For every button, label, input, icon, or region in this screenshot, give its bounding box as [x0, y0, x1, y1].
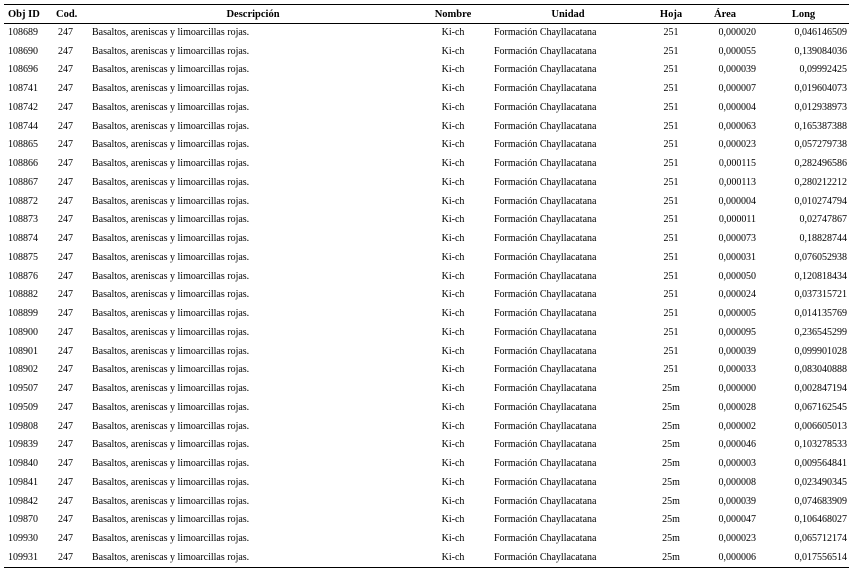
cell-nombre: Ki-ch: [441, 214, 465, 226]
cell-long: 0,120818434: [794, 270, 847, 282]
table-row: [4, 492, 849, 511]
cell-cod: 247: [58, 326, 73, 338]
cell-obj-id: 109509: [8, 401, 38, 413]
cell-area: 0,000011: [718, 214, 756, 226]
cell-long: 0,18828744: [799, 233, 847, 245]
cell-cod: 247: [58, 514, 73, 526]
cell-descripcion: Basaltos, areniscas y limoarcillas rojas.: [92, 64, 250, 76]
cell-long: 0,009564841: [794, 458, 847, 470]
cell-long: 0,280212212: [794, 176, 847, 188]
cell-unidad: Formación Chayllacatana: [494, 64, 597, 76]
cell-nombre: Ki-ch: [441, 27, 465, 39]
cell-descripcion: Basaltos, areniscas y limoarcillas rojas.: [92, 176, 250, 188]
header-long: Long: [758, 5, 849, 24]
cell-area: 0,000006: [692, 549, 758, 568]
cell-unidad: Formación Chayllacatana: [494, 101, 597, 113]
cell-cod: 247: [58, 345, 73, 357]
cell-unidad: Formación Chayllacatana: [494, 214, 597, 226]
cell-descripcion: Basaltos, areniscas y limoarcillas rojas.: [92, 139, 250, 151]
table-row: [4, 174, 849, 193]
cell-nombre: Ki-ch: [441, 158, 465, 170]
cell-cod: 247: [58, 270, 73, 282]
cell-nombre: Ki-ch: [441, 533, 465, 545]
table-row: [4, 474, 849, 493]
header-descripcion: Descripción: [86, 5, 420, 24]
cell-descripcion: Basaltos, areniscas y limoarcillas rojas.: [92, 439, 250, 451]
cell-cod: 247: [58, 458, 73, 470]
cell-unidad: Formación Chayllacatana: [494, 289, 597, 301]
cell-long: 0,012938973: [794, 101, 847, 113]
cell-nombre: Ki-ch: [441, 420, 465, 432]
cell-cod: 247: [58, 289, 73, 301]
header-nombre: Nombre: [420, 5, 486, 24]
cell-long: 0,006605013: [794, 420, 847, 432]
cell-cod: 247: [58, 401, 73, 413]
cell-hoja: 25m: [662, 439, 680, 451]
cell-hoja: 251: [663, 101, 679, 113]
cell-nombre: Ki-ch: [441, 364, 465, 376]
cell-cod: 247: [58, 420, 73, 432]
cell-cod: 247: [58, 383, 73, 395]
cell-nombre: Ki-ch: [441, 495, 465, 507]
cell-unidad: Formación Chayllacatana: [494, 233, 597, 245]
cell-long: 0,139084036: [794, 45, 847, 57]
cell-descripcion: Basaltos, areniscas y limoarcillas rojas.: [92, 45, 250, 57]
cell-unidad: Formación Chayllacatana: [494, 120, 597, 132]
cell-obj-id: 108690: [8, 45, 38, 57]
table-row: [4, 155, 849, 174]
cell-area: 0,000023: [718, 139, 756, 151]
cell-nombre: Ki-ch: [441, 308, 465, 320]
cell-long: 0,02747867: [799, 214, 847, 226]
cell-descripcion: Basaltos, areniscas y limoarcillas rojas.: [92, 364, 250, 376]
cell-unidad: Formación Chayllacatana: [494, 326, 597, 338]
cell-long: 0,002847194: [794, 383, 847, 395]
cell-cod: 247: [58, 214, 73, 226]
cell-area: 0,000004: [718, 195, 756, 207]
cell-hoja: 251: [663, 308, 679, 320]
table-row: [4, 99, 849, 118]
cell-nombre: Ki-ch: [441, 514, 465, 526]
cell-area: 0,000007: [718, 83, 756, 95]
cell-long: 0,106468027: [794, 514, 847, 526]
cell-hoja: 251: [663, 176, 679, 188]
table-row: [4, 342, 849, 361]
table-row: [4, 24, 849, 43]
cell-long: 0,067162545: [794, 401, 847, 413]
cell-hoja: 251: [663, 345, 679, 357]
cell-long: 0,065712174: [794, 533, 847, 545]
cell-hoja: 251: [663, 270, 679, 282]
cell-obj-id: 109931: [4, 549, 52, 568]
cell-obj-id: 108876: [8, 270, 38, 282]
cell-nombre: Ki-ch: [441, 383, 465, 395]
cell-hoja: 25m: [662, 420, 680, 432]
table-row: [4, 380, 849, 399]
cell-nombre: Ki-ch: [441, 176, 465, 188]
cell-descripcion: Basaltos, areniscas y limoarcillas rojas.: [92, 458, 250, 470]
cell-obj-id: 109507: [8, 383, 38, 395]
cell-hoja: 251: [663, 158, 679, 170]
cell-hoja: 251: [663, 27, 679, 39]
cell-descripcion: Basaltos, areniscas y limoarcillas rojas.: [92, 158, 250, 170]
cell-area: 0,000023: [718, 533, 756, 545]
cell-cod: 247: [58, 195, 73, 207]
table-body: [4, 24, 849, 568]
cell-cod: 247: [52, 549, 86, 568]
table-header: [4, 5, 849, 24]
table-row: [4, 136, 849, 155]
cell-long: 0,057279738: [794, 139, 847, 151]
table-row: [4, 117, 849, 136]
cell-unidad: Formación Chayllacatana: [494, 458, 597, 470]
table-row: [4, 267, 849, 286]
cell-long: 0,236545299: [794, 326, 847, 338]
cell-cod: 247: [58, 27, 73, 39]
cell-hoja: 251: [663, 251, 679, 263]
cell-obj-id: 109840: [8, 458, 38, 470]
cell-unidad: Formación Chayllacatana: [494, 514, 597, 526]
cell-obj-id: 108882: [8, 289, 38, 301]
cell-hoja: 25m: [662, 533, 680, 545]
table-row: [4, 305, 849, 324]
cell-hoja: 251: [663, 195, 679, 207]
cell-cod: 247: [58, 364, 73, 376]
cell-cod: 247: [58, 495, 73, 507]
cell-cod: 247: [58, 476, 73, 488]
cell-cod: 247: [58, 64, 73, 76]
cell-unidad: Formación Chayllacatana: [486, 549, 650, 568]
cell-hoja: 251: [663, 64, 679, 76]
table-row: [4, 361, 849, 380]
cell-unidad: Formación Chayllacatana: [494, 27, 597, 39]
cell-unidad: Formación Chayllacatana: [494, 45, 597, 57]
cell-unidad: Formación Chayllacatana: [494, 476, 597, 488]
cell-long: 0,076052938: [794, 251, 847, 263]
cell-obj-id: 109839: [8, 439, 38, 451]
cell-cod: 247: [58, 233, 73, 245]
cell-area: 0,000031: [718, 251, 756, 263]
cell-descripcion: Basaltos, areniscas y limoarcillas rojas.: [92, 495, 250, 507]
cell-obj-id: 108742: [8, 101, 38, 113]
cell-descripcion: Basaltos, areniscas y limoarcillas rojas.: [92, 233, 250, 245]
cell-descripcion: Basaltos, areniscas y limoarcillas rojas.: [92, 514, 250, 526]
cell-obj-id: 108875: [8, 251, 38, 263]
cell-descripcion: Basaltos, areniscas y limoarcillas rojas.: [92, 120, 250, 132]
cell-nombre: Ki-ch: [420, 549, 486, 568]
cell-cod: 247: [58, 83, 73, 95]
cell-hoja: 25m: [662, 476, 680, 488]
cell-obj-id: 109842: [8, 495, 38, 507]
cell-area: 0,000028: [718, 401, 756, 413]
cell-nombre: Ki-ch: [441, 289, 465, 301]
cell-nombre: Ki-ch: [441, 439, 465, 451]
cell-descripcion: Basaltos, areniscas y limoarcillas rojas.: [92, 383, 250, 395]
table-row: [4, 230, 849, 249]
cell-unidad: Formación Chayllacatana: [494, 533, 597, 545]
cell-area: 0,000033: [718, 364, 756, 376]
cell-unidad: Formación Chayllacatana: [494, 364, 597, 376]
cell-area: 0,000024: [718, 289, 756, 301]
cell-unidad: Formación Chayllacatana: [494, 420, 597, 432]
cell-area: 0,000003: [718, 458, 756, 470]
cell-obj-id: 108900: [8, 326, 38, 338]
cell-obj-id: 109841: [8, 476, 38, 488]
cell-long: 0,074683909: [794, 495, 847, 507]
table-row: [4, 417, 849, 436]
cell-hoja: 25m: [650, 549, 692, 568]
cell-cod: 247: [58, 158, 73, 170]
cell-descripcion: Basaltos, areniscas y limoarcillas rojas.: [92, 270, 250, 282]
table-row: [4, 324, 849, 343]
cell-long: 0,023490345: [794, 476, 847, 488]
cell-descripcion: Basaltos, areniscas y limoarcillas rojas.: [92, 420, 250, 432]
cell-obj-id: 108696: [8, 64, 38, 76]
cell-unidad: Formación Chayllacatana: [494, 270, 597, 282]
cell-area: 0,000047: [718, 514, 756, 526]
cell-obj-id: 108901: [8, 345, 38, 357]
cell-nombre: Ki-ch: [441, 233, 465, 245]
cell-cod: 247: [58, 120, 73, 132]
table-row: [4, 530, 849, 549]
cell-unidad: Formación Chayllacatana: [494, 401, 597, 413]
cell-area: 0,000039: [718, 64, 756, 76]
cell-descripcion: Basaltos, areniscas y limoarcillas rojas.: [92, 401, 250, 413]
cell-obj-id: 109870: [8, 514, 38, 526]
cell-nombre: Ki-ch: [441, 195, 465, 207]
table-row: [4, 80, 849, 99]
cell-hoja: 251: [663, 289, 679, 301]
cell-nombre: Ki-ch: [441, 345, 465, 357]
cell-cod: 247: [58, 139, 73, 151]
cell-nombre: Ki-ch: [441, 101, 465, 113]
cell-area: 0,000039: [718, 495, 756, 507]
cell-hoja: 251: [663, 326, 679, 338]
header-row: [4, 5, 849, 24]
table-row: [4, 61, 849, 80]
cell-area: 0,000039: [718, 345, 756, 357]
cell-unidad: Formación Chayllacatana: [494, 195, 597, 207]
cell-hoja: 251: [663, 83, 679, 95]
cell-long: 0,014135769: [794, 308, 847, 320]
cell-cod: 247: [58, 308, 73, 320]
cell-area: 0,000095: [718, 326, 756, 338]
cell-unidad: Formación Chayllacatana: [494, 251, 597, 263]
cell-nombre: Ki-ch: [441, 83, 465, 95]
cell-descripcion: Basaltos, areniscas y limoarcillas rojas.: [92, 345, 250, 357]
cell-nombre: Ki-ch: [441, 251, 465, 263]
table-row: [4, 192, 849, 211]
cell-nombre: Ki-ch: [441, 270, 465, 282]
cell-hoja: 25m: [662, 458, 680, 470]
cell-long: 0,046146509: [794, 27, 847, 39]
cell-obj-id: 108899: [8, 308, 38, 320]
cell-descripcion: Basaltos, areniscas y limoarcillas rojas.: [92, 326, 250, 338]
cell-obj-id: 108872: [8, 195, 38, 207]
cell-long: 0,017556514: [758, 549, 849, 568]
table-row: [4, 286, 849, 305]
cell-nombre: Ki-ch: [441, 139, 465, 151]
cell-cod: 247: [58, 439, 73, 451]
cell-long: 0,019604073: [794, 83, 847, 95]
cell-long: 0,165387388: [794, 120, 847, 132]
cell-hoja: 251: [663, 45, 679, 57]
cell-hoja: 25m: [662, 401, 680, 413]
geology-units-table: [4, 4, 849, 568]
cell-long: 0,083040888: [794, 364, 847, 376]
cell-obj-id: 108744: [8, 120, 38, 132]
cell-area: 0,000055: [718, 45, 756, 57]
cell-nombre: Ki-ch: [441, 326, 465, 338]
cell-unidad: Formación Chayllacatana: [494, 139, 597, 151]
cell-descripcion: Basaltos, areniscas y limoarcillas rojas.: [92, 289, 250, 301]
cell-area: 0,000050: [718, 270, 756, 282]
cell-cod: 247: [58, 45, 73, 57]
cell-obj-id: 108866: [8, 158, 38, 170]
cell-obj-id: 108689: [8, 27, 38, 39]
cell-nombre: Ki-ch: [441, 45, 465, 57]
cell-hoja: 25m: [662, 495, 680, 507]
cell-unidad: Formación Chayllacatana: [494, 83, 597, 95]
cell-obj-id: 108741: [8, 83, 38, 95]
cell-long: 0,282496586: [794, 158, 847, 170]
cell-hoja: 251: [663, 364, 679, 376]
cell-descripcion: Basaltos, areniscas y limoarcillas rojas.: [92, 476, 250, 488]
table-row: [4, 399, 849, 418]
cell-nombre: Ki-ch: [441, 476, 465, 488]
cell-descripcion: Basaltos, areniscas y limoarcillas rojas.: [92, 533, 250, 545]
cell-descripcion: Basaltos, areniscas y limoarcillas rojas.: [92, 83, 250, 95]
cell-obj-id: 108873: [8, 214, 38, 226]
cell-unidad: Formación Chayllacatana: [494, 439, 597, 451]
cell-area: 0,000046: [718, 439, 756, 451]
cell-descripcion: Basaltos, areniscas y limoarcillas rojas.: [92, 195, 250, 207]
cell-unidad: Formación Chayllacatana: [494, 176, 597, 188]
cell-long: 0,09992425: [799, 64, 847, 76]
cell-area: 0,000008: [718, 476, 756, 488]
cell-descripcion: Basaltos, areniscas y limoarcillas rojas.: [92, 214, 250, 226]
cell-obj-id: 108865: [8, 139, 38, 151]
cell-area: 0,000115: [718, 158, 756, 170]
cell-area: 0,000020: [718, 27, 756, 39]
cell-hoja: 251: [663, 120, 679, 132]
cell-nombre: Ki-ch: [441, 64, 465, 76]
cell-long: 0,010274794: [794, 195, 847, 207]
cell-descripcion: Basaltos, areniscas y limoarcillas rojas.: [86, 549, 420, 568]
cell-area: 0,000063: [718, 120, 756, 132]
cell-area: 0,000113: [718, 176, 756, 188]
cell-cod: 247: [58, 251, 73, 263]
cell-obj-id: 109808: [8, 420, 38, 432]
cell-obj-id: 108902: [8, 364, 38, 376]
cell-hoja: 25m: [662, 383, 680, 395]
cell-cod: 247: [58, 533, 73, 545]
cell-nombre: Ki-ch: [441, 458, 465, 470]
cell-obj-id: 109930: [8, 533, 38, 545]
header-hoja: Hoja: [650, 5, 692, 24]
table-row: [4, 511, 849, 530]
table-row: [4, 549, 849, 568]
table-row: [4, 211, 849, 230]
cell-cod: 247: [58, 176, 73, 188]
cell-hoja: 251: [663, 214, 679, 226]
cell-area: 0,000002: [718, 420, 756, 432]
cell-nombre: Ki-ch: [441, 120, 465, 132]
header-obj-id: Obj ID: [4, 5, 52, 24]
cell-hoja: 251: [663, 233, 679, 245]
cell-cod: 247: [58, 101, 73, 113]
cell-unidad: Formación Chayllacatana: [494, 495, 597, 507]
cell-unidad: Formación Chayllacatana: [494, 383, 597, 395]
cell-area: 0,000005: [718, 308, 756, 320]
cell-descripcion: Basaltos, areniscas y limoarcillas rojas.: [92, 27, 250, 39]
header-cod: Cod.: [52, 5, 86, 24]
header-area: Área: [692, 5, 758, 24]
cell-descripcion: Basaltos, areniscas y limoarcillas rojas.: [92, 251, 250, 263]
cell-long: 0,099901028: [794, 345, 847, 357]
table-row: [4, 455, 849, 474]
cell-area: 0,000000: [718, 383, 756, 395]
table-row: [4, 42, 849, 61]
cell-hoja: 25m: [662, 514, 680, 526]
header-unidad: Unidad: [486, 5, 650, 24]
cell-nombre: Ki-ch: [441, 401, 465, 413]
cell-unidad: Formación Chayllacatana: [494, 345, 597, 357]
cell-area: 0,000073: [718, 233, 756, 245]
cell-unidad: Formación Chayllacatana: [494, 308, 597, 320]
cell-descripcion: Basaltos, areniscas y limoarcillas rojas.: [92, 101, 250, 113]
cell-unidad: Formación Chayllacatana: [494, 158, 597, 170]
cell-hoja: 251: [663, 139, 679, 151]
cell-descripcion: Basaltos, areniscas y limoarcillas rojas.: [92, 308, 250, 320]
table-row: [4, 249, 849, 268]
cell-long: 0,103278533: [794, 439, 847, 451]
table-row: [4, 436, 849, 455]
cell-obj-id: 108867: [8, 176, 38, 188]
cell-area: 0,000004: [718, 101, 756, 113]
cell-long: 0,037315721: [794, 289, 847, 301]
cell-obj-id: 108874: [8, 233, 38, 245]
